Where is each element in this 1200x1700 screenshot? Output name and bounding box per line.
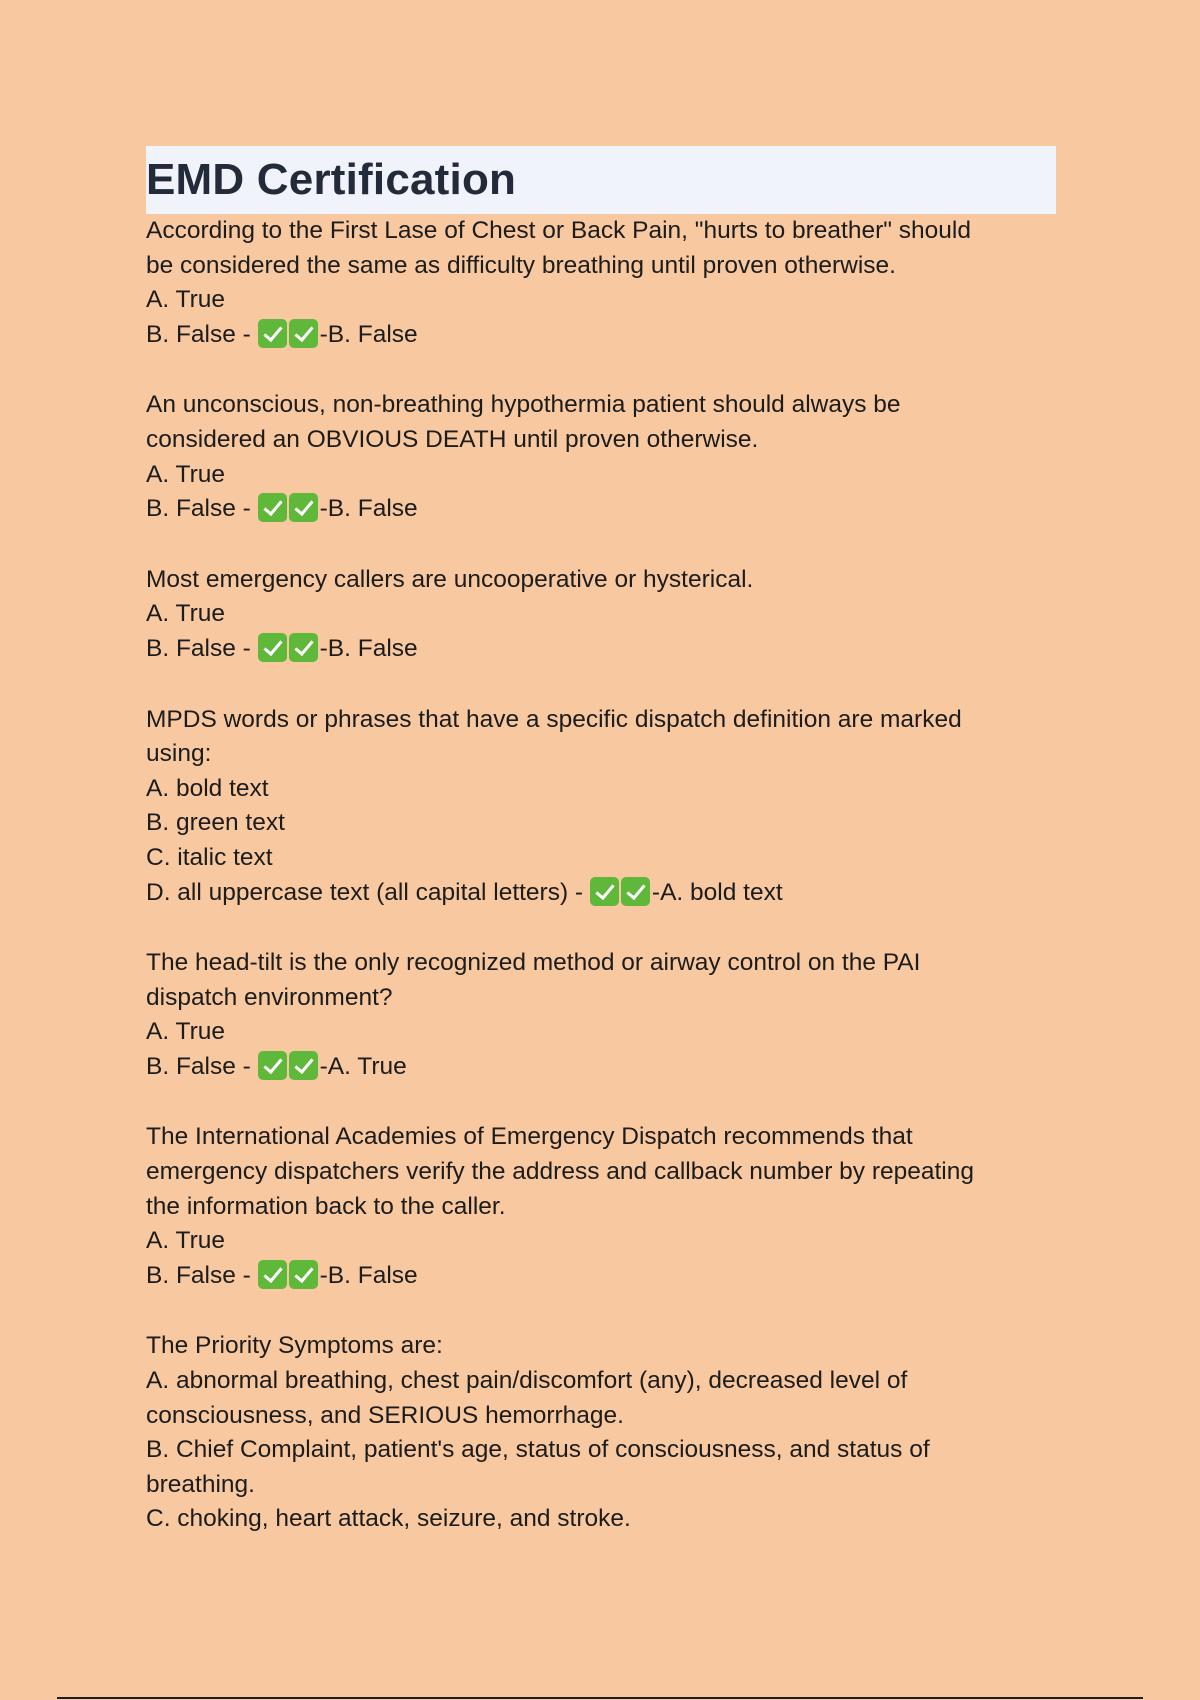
- answer-option: consciousness, and SERIOUS hemorrhage.: [146, 1401, 624, 1429]
- answer-option: A. True: [146, 600, 225, 628]
- question-text: emergency dispatchers verify the address and callback number by repeating: [146, 1158, 974, 1186]
- answer-option: C. choking, heart attack, seizure, and stroke.: [146, 1505, 631, 1533]
- question-text: dispatch environment?: [146, 983, 393, 1011]
- checkmark-icon: [258, 493, 287, 522]
- answer-line: [146, 876, 1056, 911]
- correct-answer: -B. False: [319, 1261, 418, 1289]
- question-text: The International Academies of Emergency Dispatch recommends that: [146, 1123, 913, 1151]
- answer-option: breathing.: [146, 1470, 255, 1498]
- answer-line: [146, 492, 1056, 527]
- correct-answer: -A. bold text: [651, 878, 783, 906]
- question-text: An unconscious, non-breathing hypothermia patient should always be: [146, 391, 901, 419]
- checkmark-icon: [258, 633, 287, 662]
- question-block: [146, 946, 1056, 1084]
- document-page: [146, 146, 1056, 1573]
- answer-option: B. Chief Complaint, patient's age, status of consciousness, and status of: [146, 1436, 930, 1464]
- question-block: [146, 1120, 1056, 1293]
- checkmark-icon: [289, 319, 318, 348]
- question-block: [146, 563, 1056, 667]
- question-text: The head-tilt is the only recognized method or airway control on the PAI: [146, 949, 921, 977]
- question-text: Most emergency callers are uncooperative or hysterical.: [146, 565, 754, 593]
- question-list: [146, 214, 1056, 1537]
- question-text: The Priority Symptoms are:: [146, 1332, 443, 1360]
- answer-option: B. False -: [146, 495, 258, 523]
- answer-option: A. True: [146, 460, 225, 488]
- answer-option: C. italic text: [146, 843, 273, 871]
- question-block: [146, 214, 1056, 352]
- question-text: According to the First Lase of Chest or Back Pain, "hurts to breather" should: [146, 217, 971, 244]
- question-text: using:: [146, 740, 212, 768]
- question-block: [146, 388, 1056, 526]
- question-block: [146, 703, 1056, 911]
- answer-option: B. False -: [146, 320, 258, 348]
- checkmark-icon: [258, 319, 287, 348]
- answer-option: D. all uppercase text (all capital letters) -: [146, 878, 590, 906]
- correct-answer: -A. True: [319, 1052, 407, 1080]
- answer-option: A. True: [146, 1227, 225, 1255]
- checkmark-icon: [289, 1260, 318, 1289]
- answer-option: A. True: [146, 286, 225, 314]
- answer-option: B. green text: [146, 809, 285, 837]
- checkmark-icon: [590, 877, 619, 906]
- footer-divider: [57, 1697, 1143, 1699]
- document-title: EMD Certification: [146, 155, 517, 204]
- question-text: the information back to the caller.: [146, 1192, 506, 1220]
- checkmark-icon: [258, 1260, 287, 1289]
- answer-line: [146, 1050, 1056, 1085]
- checkmark-icon: [258, 1051, 287, 1080]
- title-bar: [146, 146, 1056, 214]
- question-text: MPDS words or phrases that have a specific dispatch definition are marked: [146, 705, 962, 733]
- checkmark-icon: [289, 493, 318, 522]
- checkmark-icon: [289, 1051, 318, 1080]
- answer-option: A. bold text: [146, 774, 269, 802]
- answer-line: [146, 632, 1056, 667]
- question-block: [146, 1329, 1056, 1537]
- answer-line: [146, 318, 1056, 353]
- question-text: be considered the same as difficulty breathing until proven otherwise.: [146, 251, 896, 279]
- correct-answer: -B. False: [319, 320, 418, 348]
- question-text: considered an OBVIOUS DEATH until proven otherwise.: [146, 425, 759, 453]
- checkmark-icon: [621, 877, 650, 906]
- answer-option: B. False -: [146, 634, 258, 662]
- checkmark-icon: [289, 633, 318, 662]
- answer-line: [146, 1259, 1056, 1294]
- answer-option: B. False -: [146, 1052, 258, 1080]
- answer-option: A. True: [146, 1018, 225, 1046]
- correct-answer: -B. False: [319, 495, 418, 523]
- answer-option: A. abnormal breathing, chest pain/discomfort (any), decreased level of: [146, 1367, 908, 1395]
- correct-answer: -B. False: [319, 634, 418, 662]
- answer-option: B. False -: [146, 1261, 258, 1289]
